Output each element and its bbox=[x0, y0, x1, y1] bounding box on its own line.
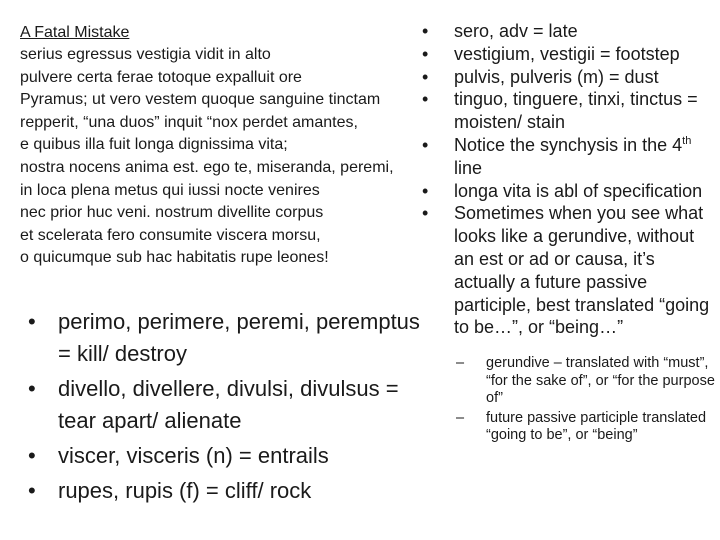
dash-icon: – bbox=[456, 409, 465, 426]
note-item bbox=[422, 20, 718, 43]
note-item bbox=[422, 180, 718, 203]
passage-line: in loca plena metus qui iussi nocte venires bbox=[20, 181, 320, 199]
vocab-item bbox=[28, 440, 428, 472]
passage-line: repperit, “una duos” inquit “nox perdet amantes, bbox=[20, 113, 358, 131]
vocab-item bbox=[28, 306, 428, 370]
passage-line: et scelerata fero consumite viscera morsu, bbox=[20, 226, 321, 244]
vocab-text: divello, divellere, divulsi, divulsus = tear apart/ alienate bbox=[58, 376, 399, 433]
ordinal-suffix: th bbox=[682, 134, 692, 147]
sub-note-item bbox=[456, 355, 718, 408]
note-text: vestigium, vestigii = footstep bbox=[454, 43, 680, 64]
note-text: Notice the synchysis in the bbox=[454, 134, 668, 155]
note-item bbox=[422, 43, 718, 66]
notes-column bbox=[422, 20, 718, 447]
note-text: Sometimes when you see what looks like a gerundive, without an est or ad or causa, it’s actually a future passive participle, best translated “going to be…”, or “being…” bbox=[454, 203, 710, 338]
vocab-text: rupes, rupis (f) = cliff/ rock bbox=[58, 478, 312, 503]
bullet-icon: • bbox=[422, 180, 429, 201]
sub-list bbox=[422, 355, 718, 445]
passage-line: e quibus illa fuit longa dignissima vita; bbox=[20, 136, 288, 154]
note-item bbox=[422, 88, 718, 134]
line-number: 4 bbox=[672, 134, 683, 155]
passage-line: serius egressus vestigia vidit in alto bbox=[20, 46, 271, 63]
note-text: sero, adv = late bbox=[454, 21, 578, 41]
passage-line: o quicumque sub hac habitatis rupe leones! bbox=[20, 249, 329, 267]
note-item bbox=[422, 202, 718, 339]
passage-line: nostra nocens anima est. ego te, miseranda, peremi, bbox=[20, 158, 394, 176]
sub-note-text: gerundive – translated with “must”, “for the sake of”, or “for the purpose of” bbox=[486, 355, 715, 407]
vocab-text: perimo, perimere, peremi, peremptus = kill/ destroy bbox=[58, 309, 420, 366]
bullet-icon: • bbox=[422, 89, 429, 110]
latin-passage bbox=[20, 22, 450, 270]
bullet-icon: • bbox=[422, 203, 429, 224]
vocab-item bbox=[28, 475, 428, 507]
note-item-synchysis bbox=[422, 134, 718, 180]
vocab-text: viscer, visceris (n) = entrails bbox=[58, 443, 329, 468]
bullet-icon: • bbox=[422, 134, 429, 155]
bullet-icon: • bbox=[422, 21, 429, 41]
bullet-icon: • bbox=[28, 376, 36, 401]
note-item bbox=[422, 66, 718, 89]
passage-title: A Fatal Mistake bbox=[20, 24, 130, 41]
passage-line: pulvere certa ferae totoque expalluit ore bbox=[20, 68, 302, 86]
note-text: pulvis, pulveris (m) = dust bbox=[454, 66, 659, 87]
note-text: longa vita is abl of specification bbox=[454, 180, 703, 201]
passage-line: nec prior huc veni. nostrum divellite corpus bbox=[20, 204, 324, 222]
bullet-icon: • bbox=[28, 309, 36, 334]
vocab-item bbox=[28, 373, 428, 437]
bullet-icon: • bbox=[422, 66, 429, 87]
sub-note-text: future passive participle translated “going to be”, or “being” bbox=[486, 409, 707, 444]
note-text: tinguo, tinguere, tinxi, tinctus = moisten/ stain bbox=[454, 89, 698, 133]
bullet-icon: • bbox=[28, 443, 36, 468]
bullet-icon: • bbox=[422, 43, 429, 64]
vocabulary-list bbox=[28, 306, 428, 510]
note-text-tail: line bbox=[454, 157, 483, 178]
passage-line: Pyramus; ut vero vestem quoque sanguine tinctam bbox=[20, 91, 381, 109]
bullet-icon: • bbox=[28, 478, 36, 503]
sub-note-item bbox=[456, 410, 718, 445]
dash-icon: – bbox=[456, 355, 465, 372]
